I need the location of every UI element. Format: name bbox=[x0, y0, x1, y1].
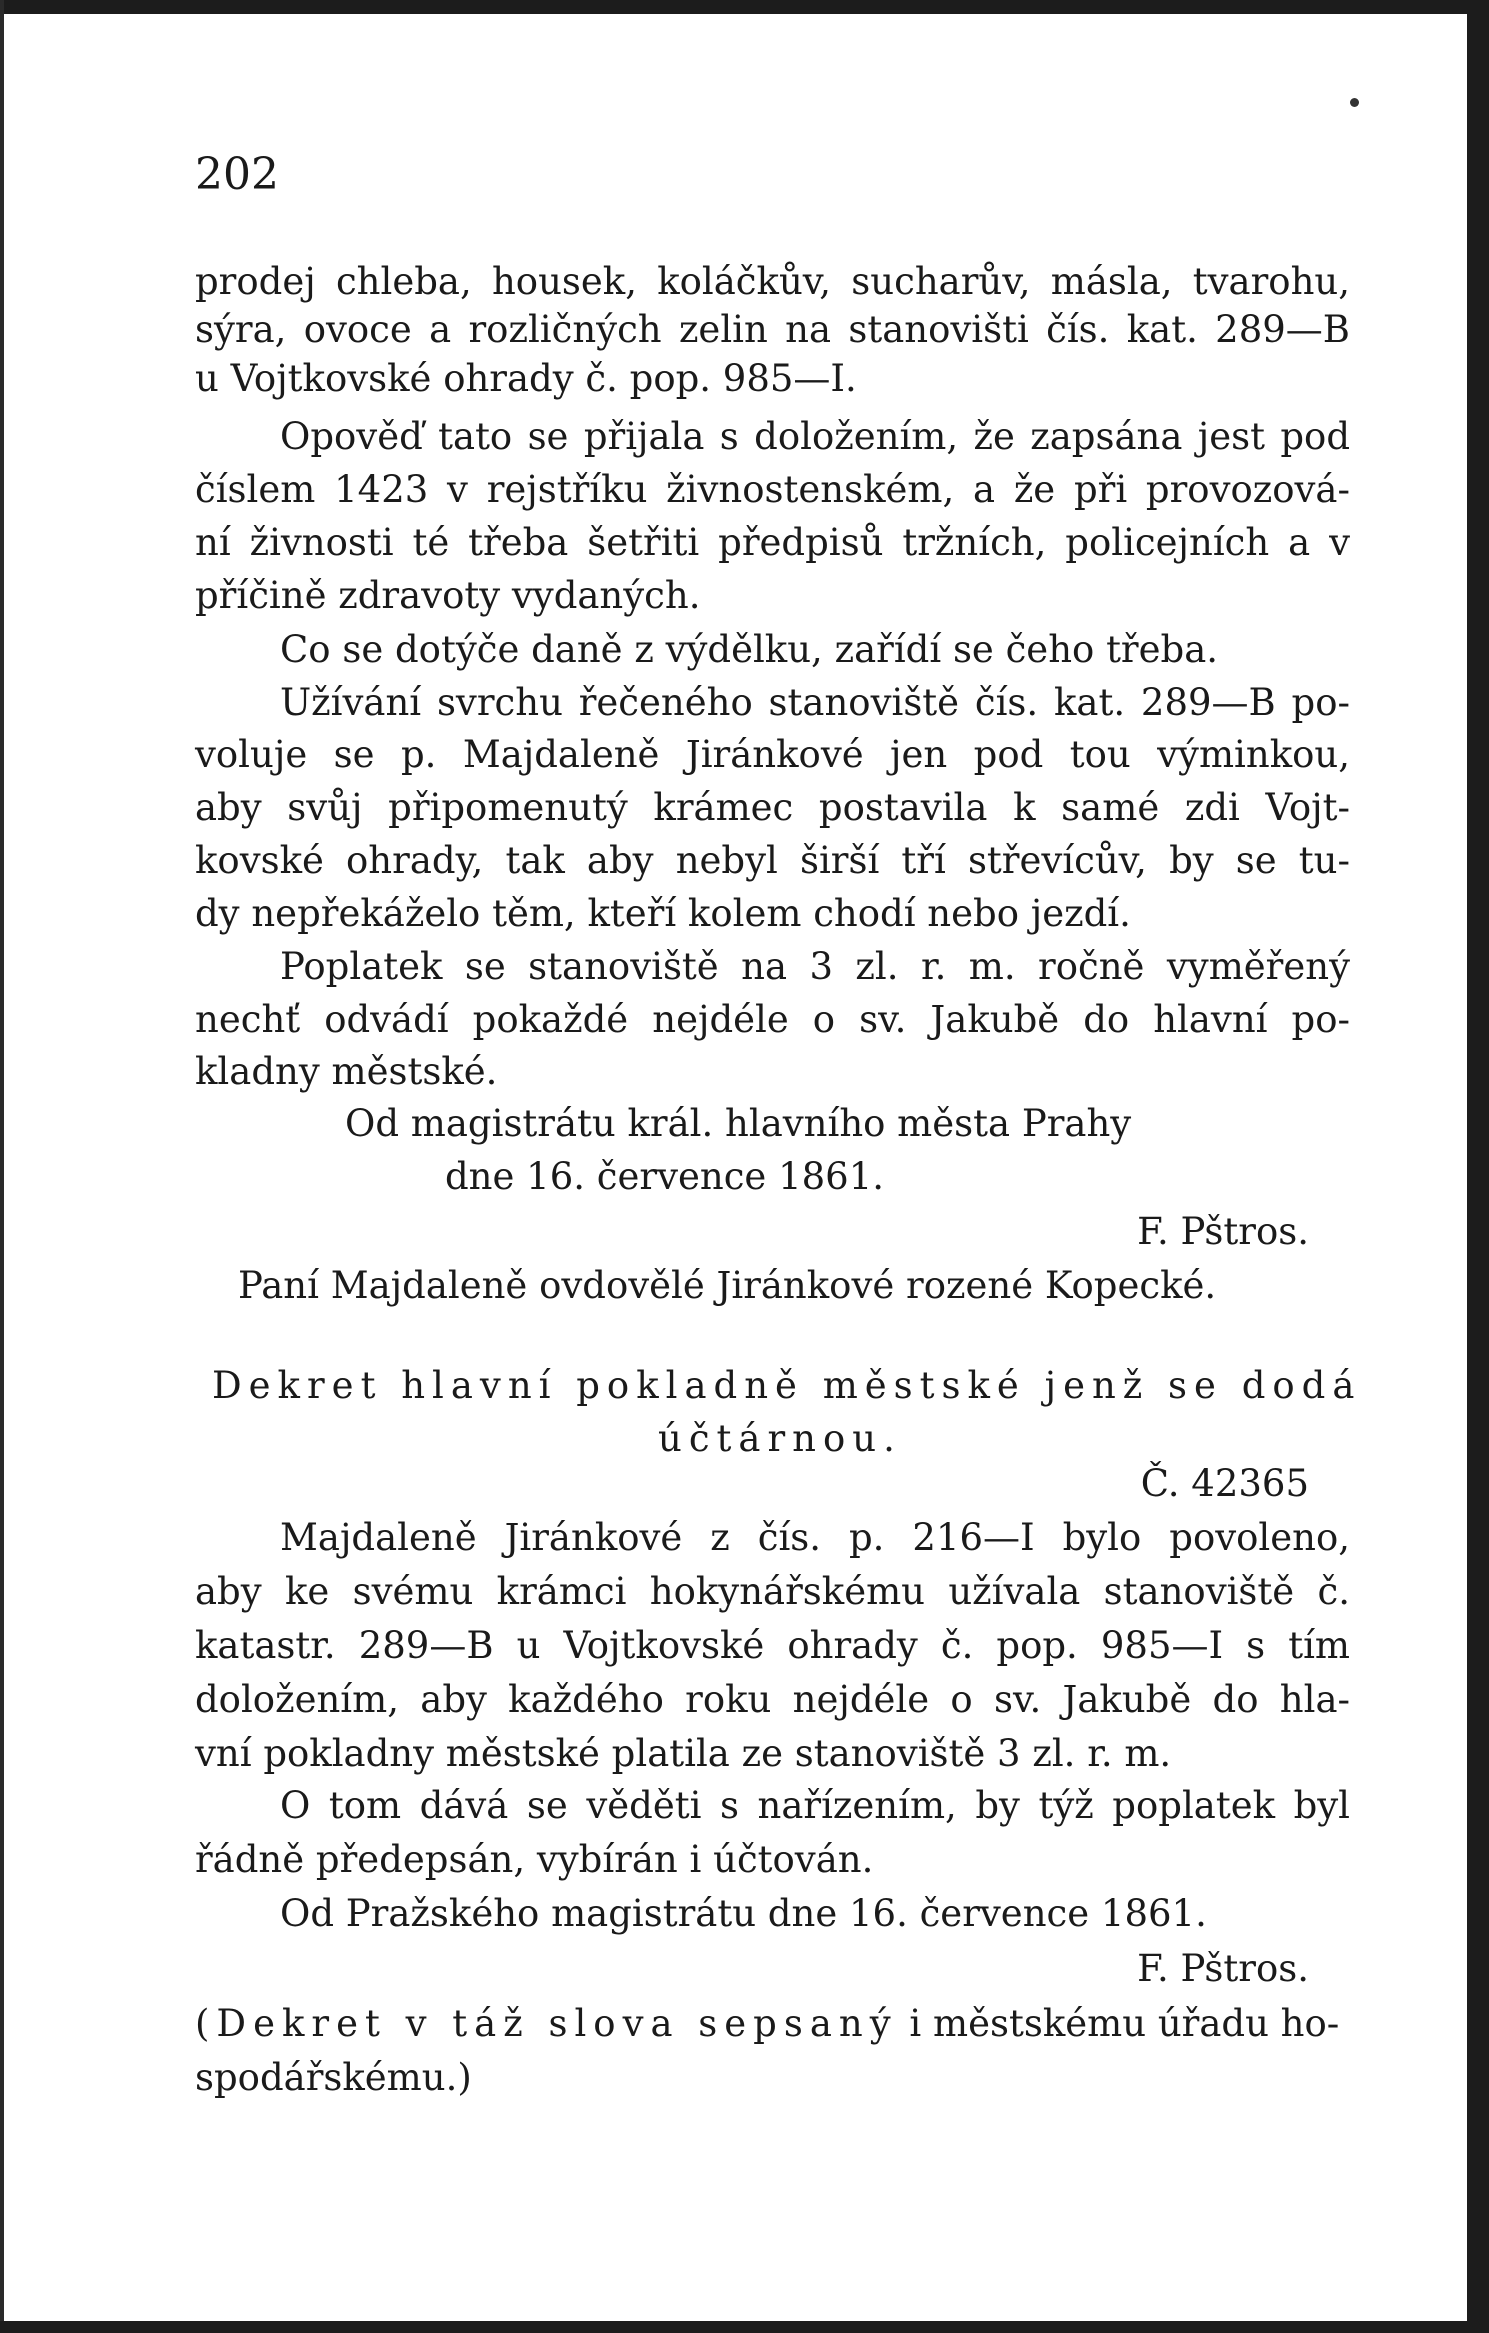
closing-note-spaced: (Dekret v táž slova sepsaný bbox=[195, 2002, 898, 2045]
text-line: Od magistrátu král. hlavního města Prahy bbox=[345, 1102, 1132, 1145]
addressee-line: Paní Majdaleně ovdovělé Jiránkové rozené Kopecké. bbox=[238, 1264, 1217, 1307]
text-line: příčině zdravoty vydaných. bbox=[195, 574, 701, 617]
text-line: kladny městské. bbox=[195, 1050, 498, 1093]
reference-number: Č. 42365 bbox=[1140, 1462, 1309, 1505]
section-heading: účtárnou. bbox=[658, 1417, 902, 1460]
text-line: Co se dotýče daně z výdělku, zařídí se čeho třeba. bbox=[280, 628, 1219, 671]
text-line: O tom dává se věděti s nařízením, by týž poplatek byl bbox=[280, 1784, 1350, 1827]
closing-note bbox=[195, 2000, 1350, 2048]
closing-note: spodářskému.) bbox=[195, 2056, 472, 2099]
text-line: u Vojtkovské ohrady č. pop. 985—I. bbox=[195, 357, 857, 400]
section-heading: Dekret hlavní pokladně městské jenž se dodá bbox=[212, 1364, 1362, 1407]
ink-speck bbox=[1350, 98, 1359, 107]
text-line: vní pokladny městské platila ze stanoviště 3 zl. r. m. bbox=[195, 1732, 1172, 1775]
scan-border-top bbox=[0, 0, 1489, 14]
scan-border-left bbox=[0, 0, 4, 2333]
closing-note-rest: i městskému úřadu ho- bbox=[897, 2002, 1340, 2045]
scan-border-right bbox=[1467, 0, 1489, 2333]
scan-border-bottom bbox=[0, 2321, 1489, 2333]
text-line: doložením, aby každého roku nejdéle o sv. Jakubě do hla- bbox=[195, 1678, 1350, 1721]
text-line: voluje se p. Majdaleně Jiránkové jen pod tou výminkou, bbox=[195, 733, 1350, 776]
page-number: 202 bbox=[195, 149, 279, 200]
text-line: řádně předepsán, vybírán i účtován. bbox=[195, 1838, 874, 1881]
text-line: Poplatek se stanoviště na 3 zl. r. m. ročně vyměřený bbox=[280, 945, 1350, 988]
text-line: aby svůj připomenutý krámec postavila k samé zdi Vojt- bbox=[195, 786, 1350, 829]
text-line: nechť odvádí pokaždé nejdéle o sv. Jakubě do hlavní po- bbox=[195, 998, 1350, 1041]
text-line: aby ke svému krámci hokynářskému užívala stanoviště č. bbox=[195, 1570, 1350, 1613]
text-line: dy nepřekáželo těm, kteří kolem chodí nebo jezdí. bbox=[195, 892, 1131, 935]
signature-line: F. Pštros. bbox=[1137, 1947, 1309, 1990]
text-line: Opověď tato se přijala s doložením, že zapsána jest pod bbox=[280, 415, 1350, 458]
text-line: Majdaleně Jiránkové z čís. p. 216—I bylo povoleno, bbox=[280, 1516, 1350, 1559]
text-line: dne 16. července 1861. bbox=[445, 1155, 885, 1198]
text-line: katastr. 289—B u Vojtkovské ohrady č. pop. 985—I s tím bbox=[195, 1624, 1350, 1667]
signature-line: F. Pštros. bbox=[1137, 1210, 1309, 1253]
text-line: prodej chleba, housek, koláčkův, sucharův, másla, tvarohu, bbox=[195, 260, 1350, 303]
text-line: sýra, ovoce a rozličných zelin na stanovišti čís. kat. 289—B bbox=[195, 308, 1350, 351]
text-line: číslem 1423 v rejstříku živnostenském, a že při provozová- bbox=[195, 468, 1350, 511]
text-line: kovské ohrady, tak aby nebyl širší tří střevícův, by se tu- bbox=[195, 839, 1350, 882]
text-line: Od Pražského magistrátu dne 16. července 1861. bbox=[280, 1892, 1207, 1935]
text-line: Užívání svrchu řečeného stanoviště čís. kat. 289—B po- bbox=[280, 681, 1350, 724]
text-line: ní živnosti té třeba šetřiti předpisů tržních, policejních a v bbox=[195, 521, 1350, 564]
